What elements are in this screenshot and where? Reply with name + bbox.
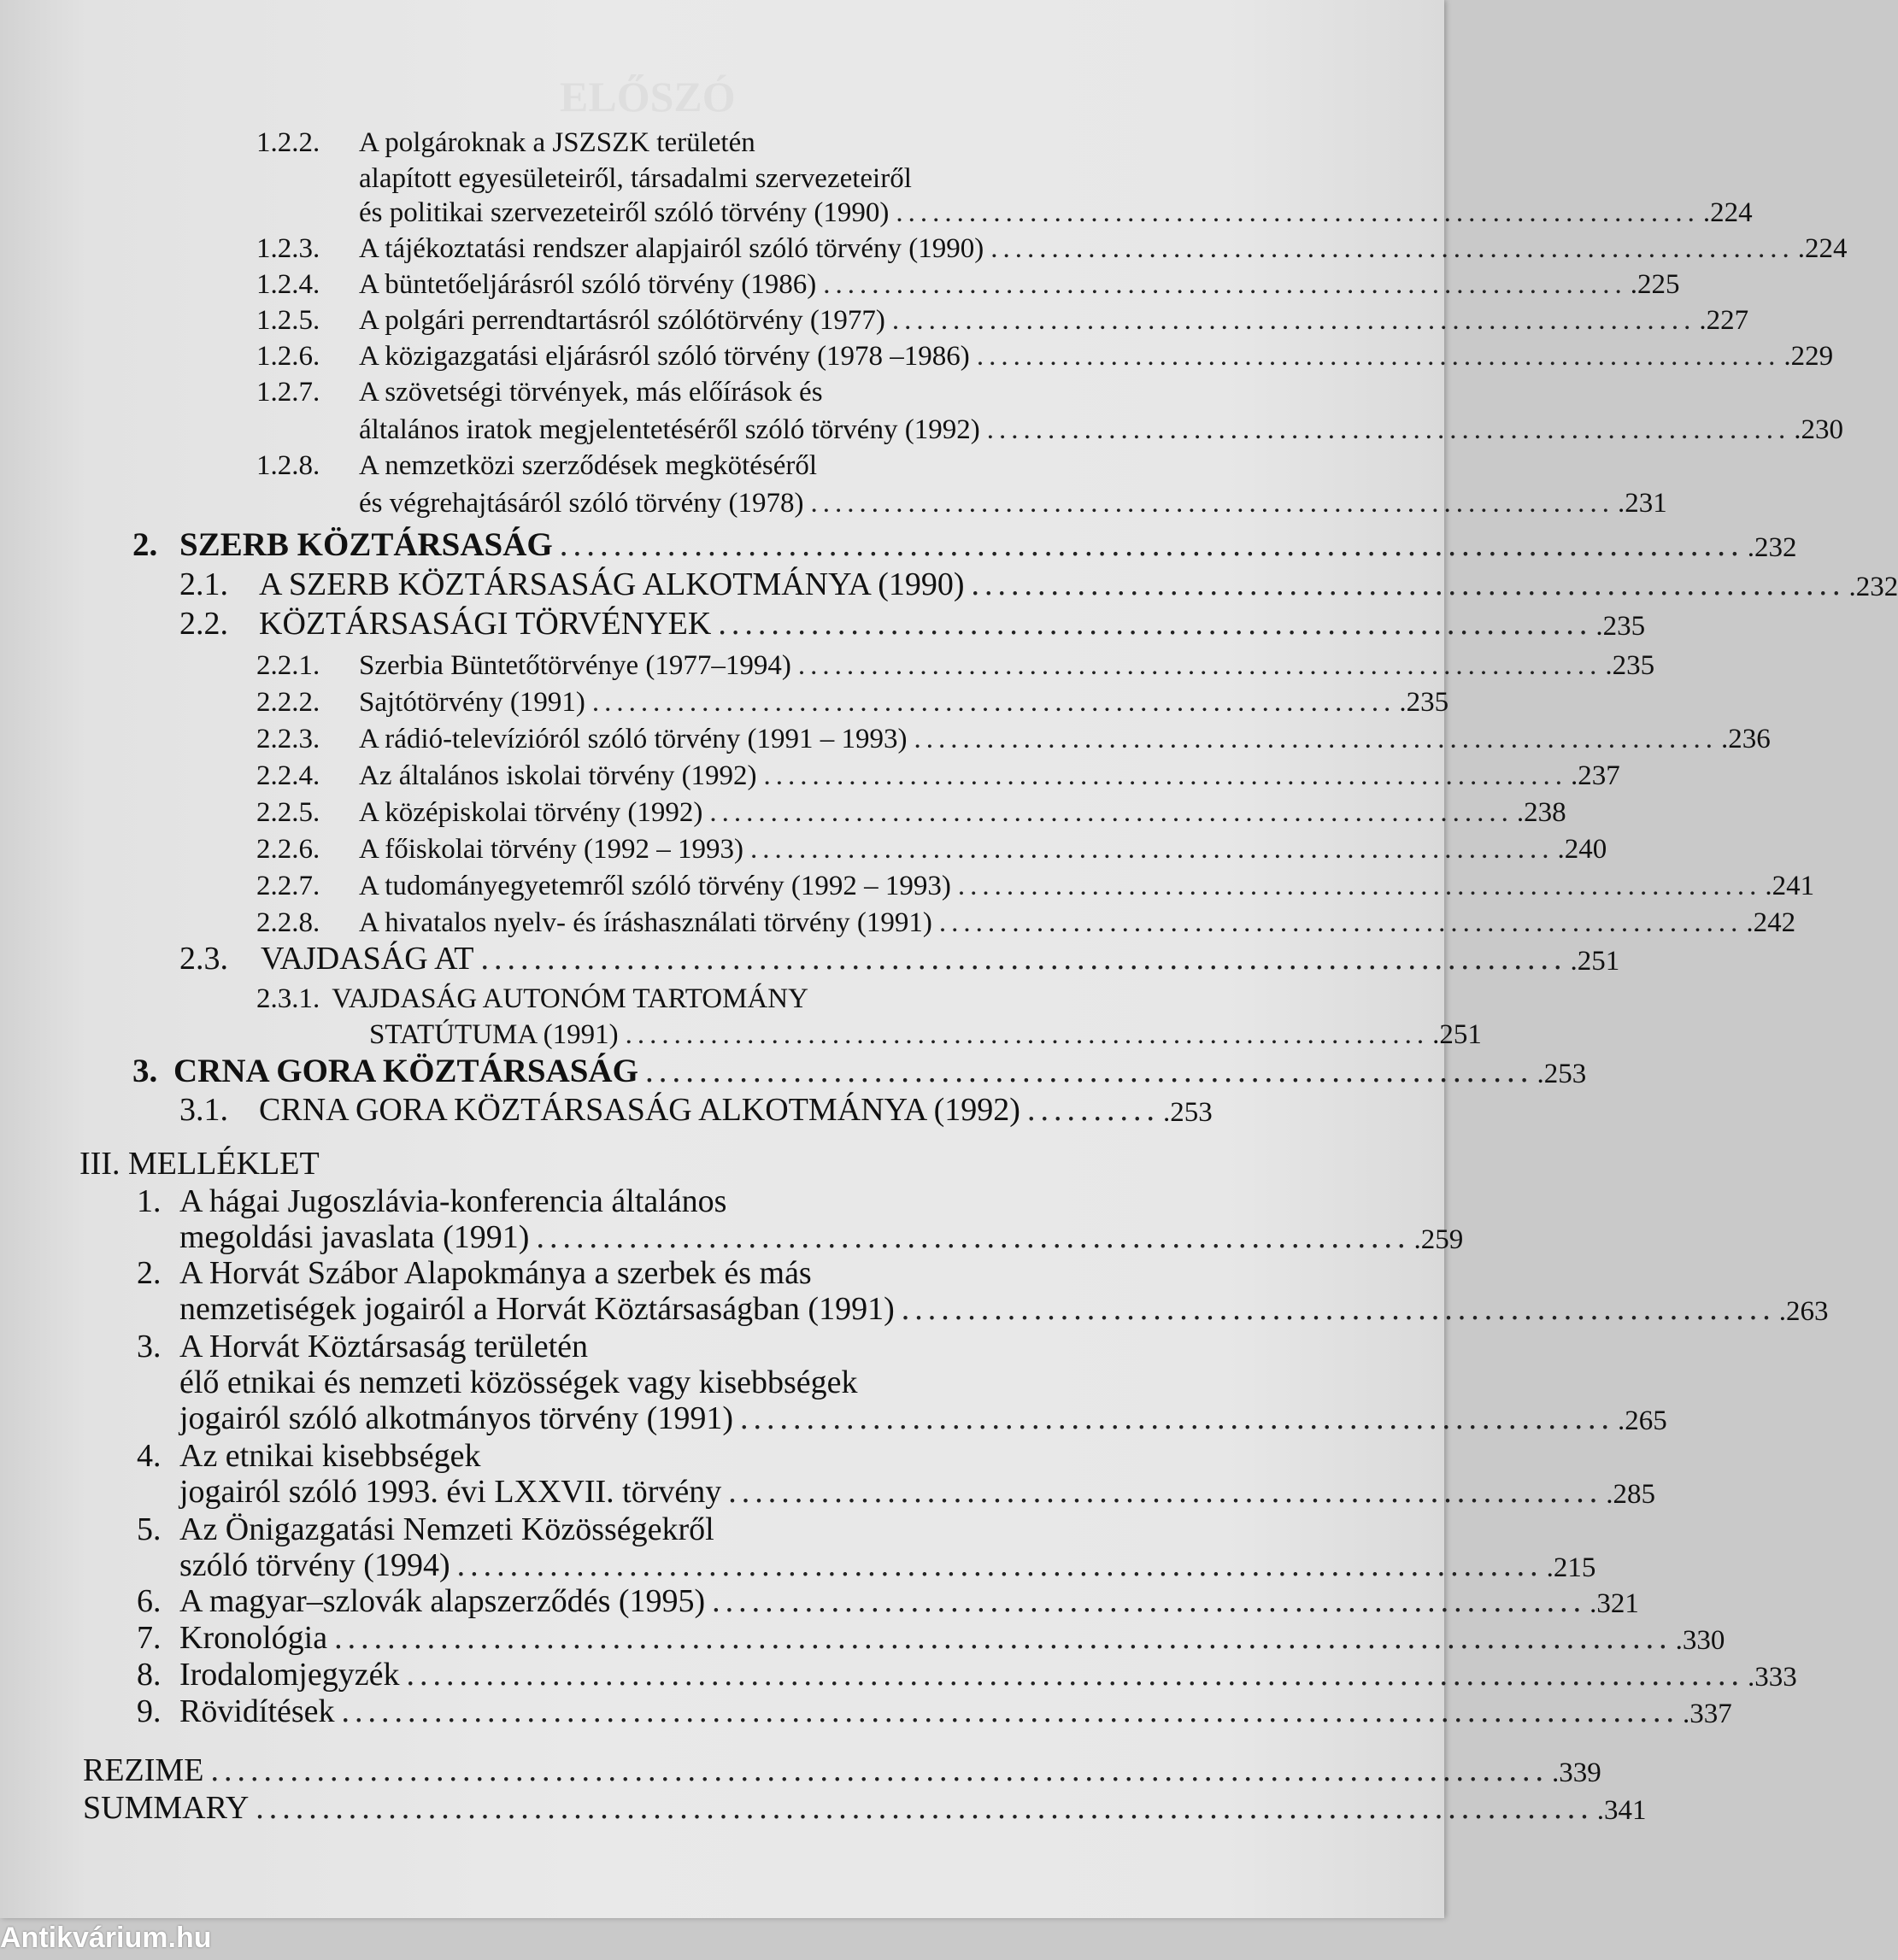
toc-page-number: .240 xyxy=(1558,834,1607,866)
leader-dots: .................................................................. xyxy=(740,1400,1614,1437)
leader-dots: .................................................................................. xyxy=(481,940,1567,977)
annex-item-number: 2. xyxy=(137,1253,162,1292)
annex-heading[interactable]: III. MELLÉKLET xyxy=(79,1143,320,1182)
leader-dots: .................................................................. xyxy=(536,1218,1410,1256)
leader-dots: ..................................................................................................... xyxy=(406,1656,1744,1693)
annex-item-title: Kronológia xyxy=(179,1619,327,1657)
toc-entry-number: 1.2.5. xyxy=(256,305,359,337)
annex-item-number: 5. xyxy=(137,1509,162,1548)
toc-entry[interactable] xyxy=(256,261,1201,301)
leader-dots: .................................................................. xyxy=(914,724,1719,755)
toc-entry[interactable] xyxy=(256,226,1201,265)
toc-entry-title: CRNA GORA KÖZTÁRSASÁG ALKOTMÁNYA (1992) xyxy=(259,1091,1020,1129)
toc-entry-number: 2.2.6. xyxy=(256,834,359,866)
toc-entry[interactable] xyxy=(179,938,1205,977)
toc-entry-line: A szövetségi törvények, más előírások és xyxy=(359,369,823,408)
toc-page-number: .224 xyxy=(1703,197,1753,229)
toc-entry[interactable] xyxy=(369,1012,1205,1051)
annex-item-line: Az etnikai kisebbségek xyxy=(179,1435,480,1475)
toc-page-number: .265 xyxy=(1618,1405,1667,1437)
toc-page-number: .330 xyxy=(1676,1625,1725,1657)
annex-item-line: A hágai Jugoszlávia-konferencia általános xyxy=(179,1181,726,1220)
toc-page-number: .285 xyxy=(1606,1479,1655,1511)
toc-page-number: .263 xyxy=(1779,1296,1829,1328)
leader-dots: ..................................................................................................... xyxy=(334,1619,1672,1657)
annex-item-line: szóló törvény (1994) xyxy=(179,1546,450,1584)
toc-entry-number: 2.1. xyxy=(179,566,259,603)
toc-entry-title: Szerbia Büntetőtörvénye (1977–1994) xyxy=(359,650,791,682)
annex-item-number: 6. xyxy=(137,1582,179,1620)
leader-dots: .................................................................. xyxy=(990,233,1795,265)
toc-entry-number: 2.3. xyxy=(179,940,261,977)
toc-end-entry[interactable] xyxy=(83,1787,1213,1827)
annex-item-number: 7. xyxy=(137,1619,179,1657)
toc-page-number: .251 xyxy=(1571,946,1620,977)
toc-page-number: .251 xyxy=(1432,1019,1482,1051)
leader-dots: .................................................................. xyxy=(823,269,1627,301)
annex-item[interactable] xyxy=(179,1288,1213,1328)
toc-entry-number: 1.2.4. xyxy=(256,269,359,301)
toc-page-number: .321 xyxy=(1590,1588,1639,1620)
toc-end-entry-label: SUMMARY xyxy=(83,1789,249,1827)
toc-entry-title: A közigazgatási eljárásról szóló törvény (1978 –1986) xyxy=(359,341,970,373)
leader-dots: ..................................................................................................... xyxy=(210,1752,1548,1789)
leader-dots: .................................................................. xyxy=(972,566,1846,603)
toc-page-number: .232 xyxy=(1849,572,1898,603)
toc-page-number: .236 xyxy=(1721,724,1771,755)
toc-entry-number: 2.2.4. xyxy=(256,760,359,792)
annex-item-number: 9. xyxy=(137,1693,179,1730)
toc-entry[interactable] xyxy=(256,333,1201,373)
toc-entry-number: 2.2. xyxy=(179,605,259,643)
toc-end-entry[interactable] xyxy=(83,1750,1213,1789)
leader-dots: .................................................................. xyxy=(712,1582,1586,1620)
toc-entry[interactable] xyxy=(256,789,1205,829)
leader-dots: .................................................................. xyxy=(892,305,1696,337)
leader-dots: .................................................................. xyxy=(977,341,1781,373)
toc-page-number: .238 xyxy=(1517,797,1566,829)
annex-item-title: A magyar–szlovák alapszerződés (1995) xyxy=(179,1582,705,1620)
annex-item-line: A Horvát Szábor Alapokmánya a szerbek és más xyxy=(179,1253,812,1292)
leader-dots: .................................................................. xyxy=(798,650,1602,682)
annex-item-line: megoldási javaslata (1991) xyxy=(179,1218,529,1256)
toc-entry[interactable] xyxy=(132,525,1209,564)
leader-dots: .................................................................. xyxy=(626,1019,1430,1051)
toc-entry-number: 1.2.6. xyxy=(256,341,359,373)
toc-entry-line: általános iratok megjelentetéséről szóló törvény (1992) xyxy=(359,414,980,446)
toc-entry-number: 3. xyxy=(132,1052,173,1090)
toc-entry-number: 2.2.1. xyxy=(256,650,359,682)
toc-page-number: .230 xyxy=(1794,414,1843,446)
toc-entry[interactable] xyxy=(256,716,1205,755)
leader-dots: .................................................................. xyxy=(987,414,1791,446)
toc-entry-title: VAJDASÁG AT xyxy=(261,940,474,977)
annex-item-number: 4. xyxy=(137,1435,162,1475)
toc-entry-head xyxy=(256,976,808,1015)
toc-entry[interactable] xyxy=(256,679,1205,719)
toc-entry-title: Sajtótörvény (1991) xyxy=(359,687,585,719)
annex-item[interactable] xyxy=(179,1545,1213,1584)
toc-entry-number: 2.2.7. xyxy=(256,871,359,902)
toc-entry-number: 3.1. xyxy=(179,1091,259,1129)
toc-entry-number: 1.2.3. xyxy=(256,233,359,265)
bleed-through-title xyxy=(560,79,736,115)
leader-dots: .................................................................. xyxy=(811,488,1615,519)
toc-page-number: .224 xyxy=(1798,233,1848,265)
annex-item[interactable] xyxy=(179,1471,1213,1511)
toc-entry[interactable] xyxy=(256,863,1205,902)
toc-page-number: .253 xyxy=(1163,1097,1213,1129)
toc-page-number: .225 xyxy=(1631,269,1680,301)
leader-dots: .................................................................................. xyxy=(457,1546,1543,1584)
toc-page-number: .237 xyxy=(1571,760,1620,792)
toc-entry-title: A SZERB KÖZTÁRSASÁG ALKOTMÁNYA (1990) xyxy=(259,566,965,603)
toc-entry-number: 1.2.2. xyxy=(256,120,320,159)
leader-dots: .................................................................. xyxy=(728,1473,1602,1511)
toc-entry[interactable] xyxy=(256,643,1205,682)
annex-item[interactable] xyxy=(179,1398,1213,1437)
toc-page-number: .229 xyxy=(1783,341,1833,373)
leader-dots: .......... xyxy=(1027,1091,1160,1129)
toc-entry-title: A tájékoztatási rendszer alapjairól szóló törvény (1990) xyxy=(359,233,984,265)
toc-page-number: .227 xyxy=(1699,305,1748,337)
leader-dots: .................................................................. xyxy=(896,197,1700,229)
toc-entry[interactable] xyxy=(359,190,1201,229)
watermark-text: Antikvárium.hu xyxy=(0,1916,359,1941)
annex-item[interactable] xyxy=(137,1654,1213,1693)
toc-page-number: .337 xyxy=(1683,1699,1732,1730)
leader-dots: .................................................................. xyxy=(902,1290,1776,1328)
toc-entry[interactable] xyxy=(359,480,1201,519)
toc-entry-number: 2.2.2. xyxy=(256,687,359,719)
toc-page-number: .242 xyxy=(1746,907,1795,939)
toc-page-number: .241 xyxy=(1765,871,1814,902)
annex-item-number: 3. xyxy=(137,1326,162,1365)
toc-page-number: .215 xyxy=(1547,1552,1596,1584)
toc-entry[interactable] xyxy=(256,826,1205,866)
toc-page-number: .253 xyxy=(1537,1059,1586,1090)
toc-page-number: .339 xyxy=(1552,1758,1601,1789)
annex-item-title: Rövidítések xyxy=(179,1693,335,1730)
annex-item-line: nemzetiségek jogairól a Horvát Köztársaságban (1991) xyxy=(179,1290,895,1328)
toc-entry-number: 2. xyxy=(132,525,179,564)
annex-item-line: élő etnikai és nemzeti közösségek vagy kisebbségek xyxy=(179,1362,858,1401)
annex-item-line: Az Önigazgatási Nemzeti Közösségekről xyxy=(179,1509,714,1548)
toc-entry-number: 2.2.5. xyxy=(256,797,359,829)
annex-item-line: A Horvát Köztársaság területén xyxy=(179,1326,588,1365)
leader-dots: ........................................................................................ xyxy=(560,525,1744,564)
toc-page-number: .235 xyxy=(1605,650,1654,682)
toc-entry-title: A tudományegyetemről szóló törvény (1992 – 1993) xyxy=(359,871,951,902)
toc-entry-line: A polgároknak a JSZSZK területén xyxy=(359,120,755,159)
toc-entry-number: 2.3.1. xyxy=(256,983,320,1015)
annex-item-number: 1. xyxy=(137,1181,162,1220)
toc-entry-line: STATÚTUMA (1991) xyxy=(369,1019,619,1051)
toc-entry-line: VAJDASÁG AUTONÓM TARTOMÁNY xyxy=(332,983,808,1015)
annex-item[interactable] xyxy=(137,1617,1213,1657)
annex-item-line: jogairól szóló 1993. évi LXXVII. törvény xyxy=(179,1473,721,1511)
toc-entry-number: 2.2.3. xyxy=(256,724,359,755)
annex-item-title: Irodalomjegyzék xyxy=(179,1656,399,1693)
leader-dots: ..................................................................................................... xyxy=(256,1789,1594,1827)
toc-page-number: .341 xyxy=(1597,1795,1647,1827)
leader-dots: .................................................................. xyxy=(592,687,1396,719)
toc-end-entry-label: REZIME xyxy=(83,1752,203,1789)
toc-entry-line: és végrehajtásáról szóló törvény (1978) xyxy=(359,488,804,519)
toc-entry-title: Az általános iskolai törvény (1992) xyxy=(359,760,757,792)
annex-item-number: 8. xyxy=(137,1656,179,1693)
annex-item[interactable] xyxy=(137,1691,1213,1730)
toc-entry-title: KÖZTÁRSASÁGI TÖRVÉNYEK xyxy=(259,605,711,643)
toc-page-number: .231 xyxy=(1618,488,1667,519)
leader-dots: ..................................................................................................... xyxy=(342,1693,1680,1730)
toc-entry-title: SZERB KÖZTÁRSASÁG xyxy=(179,525,553,564)
leader-dots: .................................................................. xyxy=(939,907,1743,939)
leader-dots: .................................................................. xyxy=(709,797,1513,829)
toc-entry[interactable] xyxy=(179,564,1209,603)
toc-entry-line: A nemzetközi szerződések megkötéséről xyxy=(359,443,817,482)
toc-page-number: .259 xyxy=(1413,1224,1463,1256)
toc-entry[interactable] xyxy=(359,407,1201,446)
toc-entry-title: CRNA GORA KÖZTÁRSASÁG xyxy=(173,1052,638,1090)
toc-entry-title: A középiskolai törvény (1992) xyxy=(359,797,702,829)
annex-item[interactable] xyxy=(179,1217,1213,1256)
leader-dots: .................................................................. xyxy=(958,871,1762,902)
toc-entry-title: A polgári perrendtartásról szólótörvény (1977) xyxy=(359,305,885,337)
leader-dots: .................................................................. xyxy=(718,605,1592,643)
toc-entry[interactable] xyxy=(132,1051,1209,1090)
leader-dots: .................................................................. xyxy=(764,760,1568,792)
toc-entry-line: és politikai szervezeteiről szóló törvény (1990) xyxy=(359,197,889,229)
toc-entry-number: 1.2.7. xyxy=(256,369,320,408)
toc-entry-title: A hivatalos nyelv- és íráshasználati törvény (1991) xyxy=(359,907,932,939)
annex-item-line: jogairól szóló alkotmányos törvény (1991) xyxy=(179,1400,733,1437)
toc-entry[interactable] xyxy=(256,753,1205,792)
leader-dots: .................................................................. xyxy=(645,1052,1534,1090)
toc-page-number: .333 xyxy=(1748,1662,1797,1693)
toc-entry[interactable] xyxy=(179,1089,1209,1129)
toc-page-number: .235 xyxy=(1399,687,1448,719)
toc-entry-title: A főiskolai törvény (1992 – 1993) xyxy=(359,834,743,866)
toc-entry[interactable] xyxy=(179,603,1209,643)
toc-entry[interactable] xyxy=(256,900,1205,939)
leader-dots: .................................................................. xyxy=(750,834,1554,866)
toc-entry-title: A büntetőeljárásról szóló törvény (1986) xyxy=(359,269,816,301)
annex-item[interactable] xyxy=(137,1581,1213,1620)
toc-entry-line: alapított egyesületeiről, társadalmi szervezeteiről xyxy=(359,156,912,195)
toc-entry[interactable] xyxy=(256,297,1201,337)
toc-entry-title: A rádió-televízióról szóló törvény (1991 – 1993) xyxy=(359,724,908,755)
toc-entry-number: 2.2.8. xyxy=(256,907,359,939)
toc-page-number: .232 xyxy=(1748,532,1797,564)
toc-page-number: .235 xyxy=(1595,611,1645,643)
toc-entry-number: 1.2.8. xyxy=(256,443,320,482)
